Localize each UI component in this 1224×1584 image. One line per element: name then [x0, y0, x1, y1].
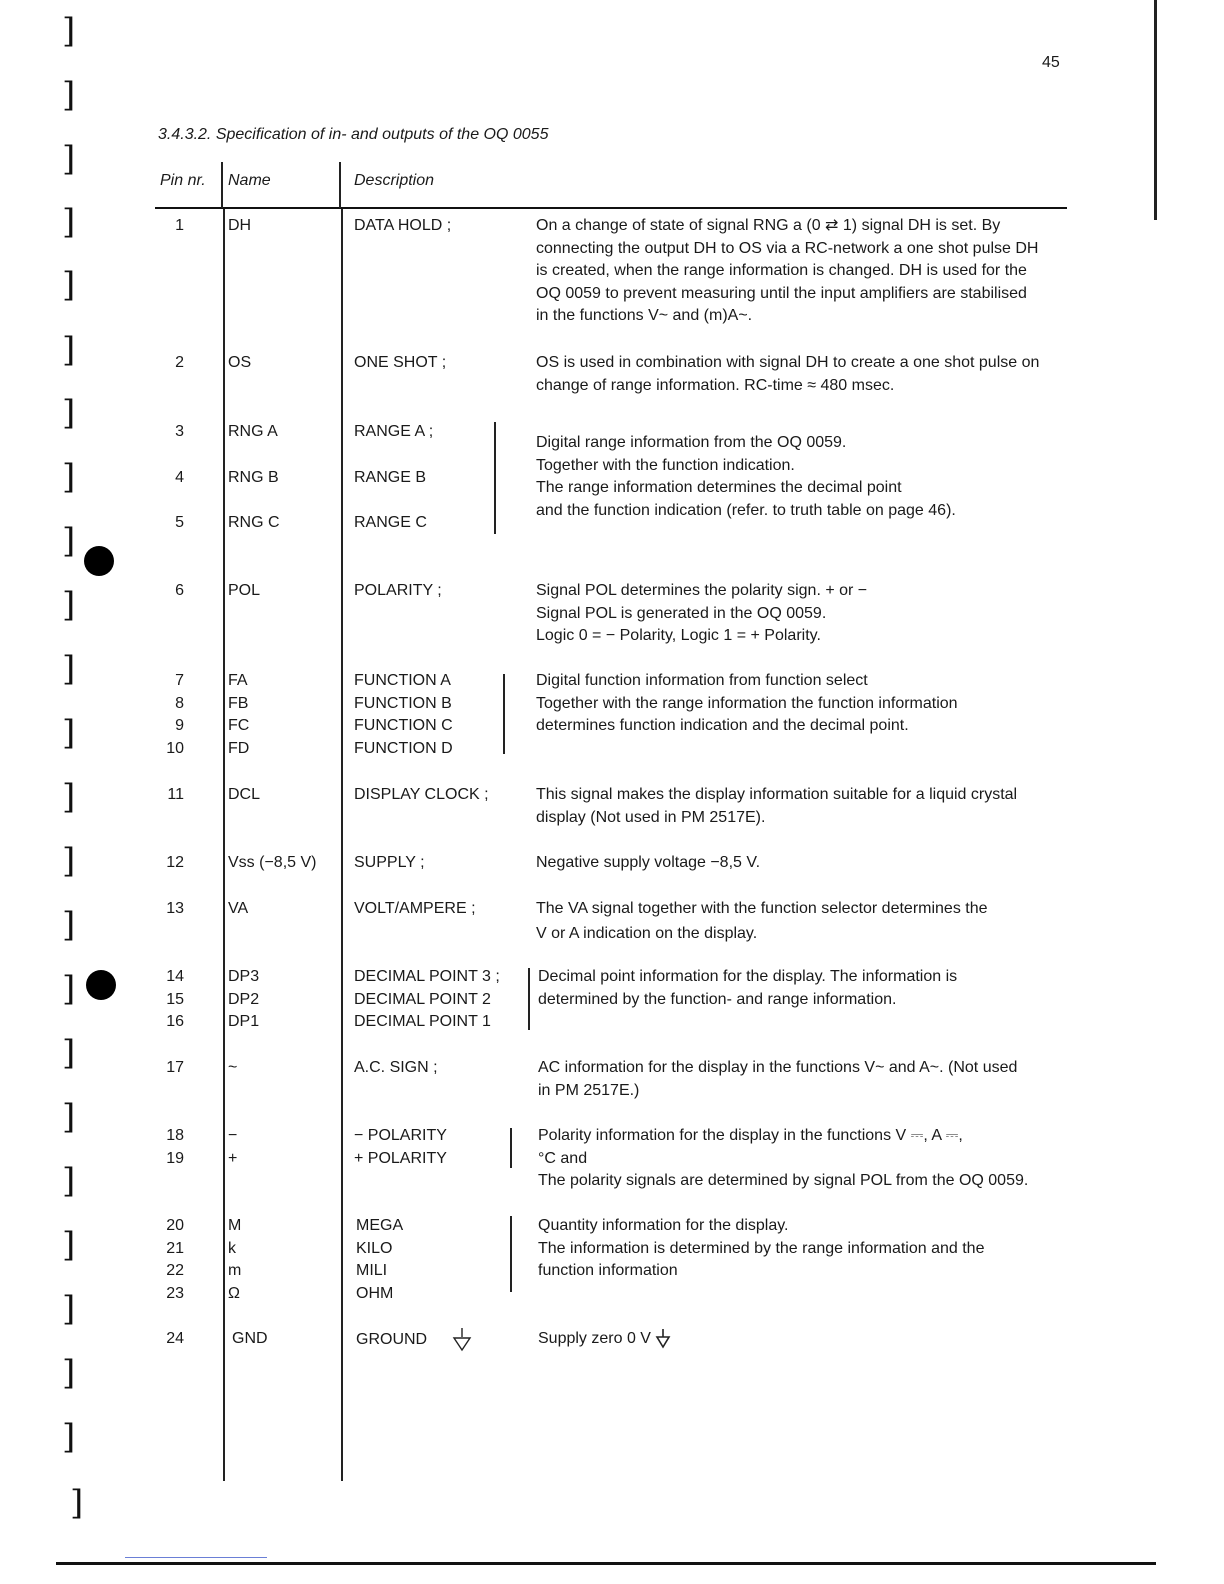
pin-number: 20 21 22 23 [166, 1217, 184, 1302]
margin-mark: ] [62, 11, 76, 51]
pin-number: 14 15 16 [166, 968, 184, 1031]
pin-number: 18 19 [166, 1127, 184, 1167]
signal-name: VOLT/AMPERE ; [354, 900, 476, 917]
description: On a change of state of signal RNG a (0 ⇄ 1) signal DH is set. By connecting the output DH to OS via a RC-network a one shot pulse DH is created, when the range information is changed. DH is used for the OQ 0059 to prevent measuring until the input amplifiers are stabilised in the functions V~ and (m)A~. [536, 217, 1039, 325]
margin-mark: ] [62, 777, 76, 817]
description: Polarity information for the display in the functions V ⎓, A ⎓, °C and The polarity signals are determined by signal POL from the OQ 0059. [538, 1127, 1029, 1190]
signal-name: RANGE B [354, 469, 427, 486]
margin-mark: ] [62, 1225, 76, 1265]
margin-mark: ] [62, 457, 76, 497]
pin-name: FA FB FC FD [228, 672, 250, 757]
pin-name: GND [232, 1330, 268, 1347]
description: Decimal point information for the display. The information is determined by the function- and range information. [538, 968, 958, 1008]
margin-mark: ] [62, 969, 76, 1009]
header-pin: Pin nr. [160, 172, 206, 189]
signal-name: DISPLAY CLOCK ; [354, 786, 489, 803]
pin-name: RNG B [228, 469, 279, 486]
margin-mark: ] [70, 1483, 84, 1523]
signal-name: GROUND [356, 1328, 536, 1352]
pin-number: 4 [175, 469, 184, 486]
signal-name: A.C. SIGN ; [354, 1059, 438, 1076]
group-brace-range [494, 422, 496, 534]
pin-name: DH [228, 217, 252, 234]
column-divider-2 [341, 209, 343, 1481]
margin-mark: ] [62, 713, 76, 753]
page-number: 45 [1042, 54, 1060, 71]
header-description: Description [354, 172, 435, 189]
description: OS is used in combination with signal DH to create a one shot pulse on change of range information. RC-time ≈ 480 msec. [536, 354, 1040, 394]
signal-name: − POLARITY + POLARITY [354, 1127, 447, 1167]
section-title: 3.4.3.2. Specification of in- and outputs of the OQ 0055 [158, 126, 549, 143]
description: Signal POL determines the polarity sign. + or − Signal POL is generated in the OQ 0059. Logic 0 = − Polarity, Logic 1 = + Polarity. [536, 582, 868, 645]
margin-mark: ] [62, 1161, 76, 1201]
pin-name: DCL [228, 786, 261, 803]
pin-name: VA [228, 900, 249, 917]
margin-mark: ] [62, 1289, 76, 1329]
scan-mark [125, 1557, 267, 1558]
margin-mark: ] [62, 905, 76, 945]
column-divider-header-1 [221, 162, 223, 208]
pin-number: 24 [166, 1330, 184, 1347]
pin-number: 1 [175, 217, 184, 234]
margin-mark: ] [62, 330, 76, 370]
description: Digital function information from function select Together with the range information the function information determines function indication and the decimal point. [536, 672, 958, 735]
margin-mark: ] [62, 1097, 76, 1137]
margin-mark: ] [62, 1033, 76, 1073]
margin-mark: ] [62, 585, 76, 625]
pin-name: RNG C [228, 514, 280, 531]
signal-name: FUNCTION A FUNCTION B FUNCTION C FUNCTION D [354, 672, 453, 757]
margin-mark: ] [62, 75, 76, 115]
signal-name: DECIMAL POINT 3 ; DECIMAL POINT 2 DECIMAL POINT 1 [354, 968, 500, 1031]
signal-name: RANGE A ; [354, 423, 434, 440]
margin-mark: ] [62, 649, 76, 689]
pin-number: 17 [166, 1059, 184, 1076]
pin-number: 12 [166, 854, 184, 871]
description: AC information for the display in the functions V~ and A~. (Not used in PM 2517E.) [538, 1059, 1018, 1099]
pin-name: ~ [228, 1059, 238, 1076]
pin-number: 2 [175, 354, 184, 371]
pin-number: 7 8 9 10 [166, 672, 184, 757]
margin-mark: ] [62, 202, 76, 242]
header-name: Name [228, 172, 271, 189]
header-rule [155, 207, 1067, 209]
description: The VA signal together with the function selector determines the V or A indication on the display. [536, 900, 988, 942]
pin-number: 13 [166, 900, 184, 917]
punch-hole [86, 970, 116, 1000]
group-brace-function [503, 674, 505, 754]
pin-name: M k m Ω [228, 1217, 242, 1302]
pin-name: Vss (−8,5 V) [228, 854, 317, 871]
column-divider-header-2 [339, 162, 341, 208]
ground-icon [452, 1328, 472, 1352]
margin-mark: ] [62, 1353, 76, 1393]
pin-name: OS [228, 354, 252, 371]
pin-number: 11 [167, 786, 184, 803]
pin-number: 3 [175, 423, 184, 440]
signal-name: DATA HOLD ; [354, 217, 452, 234]
group-brace-decimal-point [528, 968, 530, 1030]
description: Supply zero 0 V [538, 1328, 1088, 1351]
pin-name: POL [228, 582, 261, 599]
signal-name: MEGA KILO MILI OHM [356, 1217, 404, 1302]
description: Quantity information for the display. The information is determined by the range information and the function information [538, 1217, 985, 1280]
margin-mark: ] [62, 521, 76, 561]
group-brace-polarity [510, 1128, 512, 1168]
ground-icon [655, 1329, 671, 1349]
margin-mark: ] [62, 393, 76, 433]
margin-mark: ] [62, 265, 76, 305]
signal-name: SUPPLY ; [354, 854, 425, 871]
margin-mark: ] [62, 1417, 76, 1457]
pin-name: DP3 DP2 DP1 [228, 968, 260, 1031]
description: Negative supply voltage −8,5 V. [536, 854, 761, 871]
description: This signal makes the display information suitable for a liquid crystal display (Not used in PM 2517E). [536, 786, 1018, 826]
signal-name: POLARITY ; [354, 582, 442, 599]
pin-number: 6 [175, 582, 184, 599]
group-brace-quantity [510, 1216, 512, 1292]
page-edge-line [1154, 0, 1157, 220]
margin-mark: ] [62, 139, 76, 179]
signal-name: ONE SHOT ; [354, 354, 447, 371]
page-bottom-edge [56, 1562, 1156, 1565]
pin-number: 5 [175, 514, 184, 531]
pin-name: RNG A [228, 423, 278, 440]
column-divider-1 [223, 209, 225, 1481]
margin-mark: ] [62, 841, 76, 881]
pin-name: − + [228, 1127, 238, 1167]
signal-name: RANGE C [354, 514, 427, 531]
punch-hole [84, 546, 114, 576]
